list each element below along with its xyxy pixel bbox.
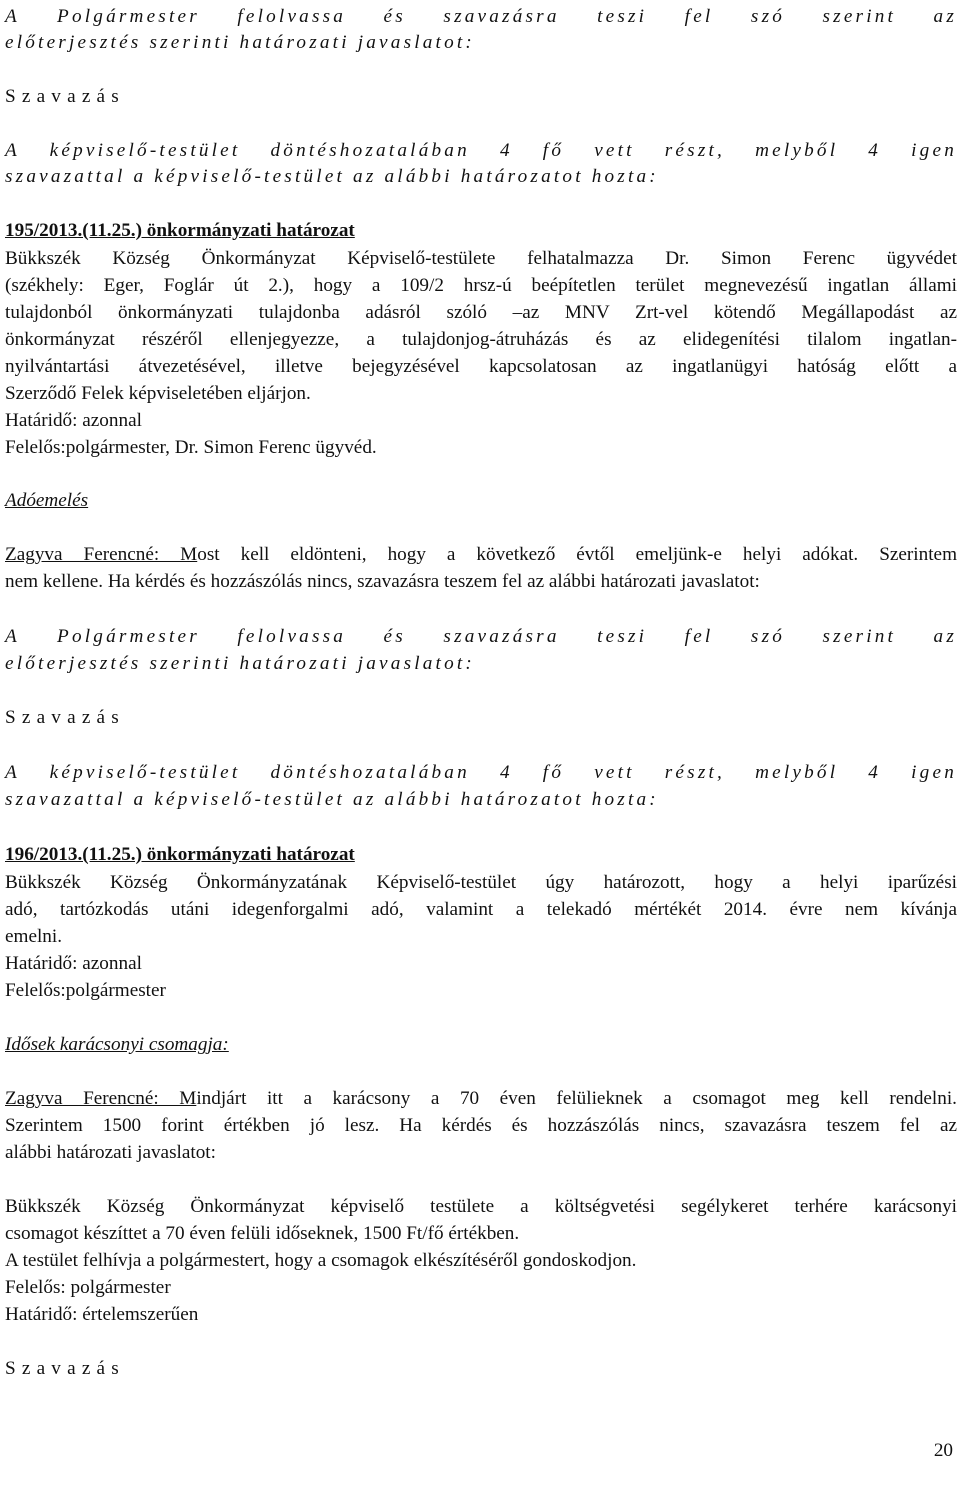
text-line: önkormányzat részéről ellenjegyezze, a tulajdonjog-átruházás és az elidegenítési tilalom ingatlan- (5, 329, 957, 350)
text-line: Bükkszék Község Önkormányzatának Képviselő-testület úgy határozott, hogy a helyi iparűzési (5, 872, 957, 893)
text-line: Felelős:polgármester (5, 980, 166, 1001)
text-line: szavazattal a képviselő-testület az alábbi határozatot hozta: (5, 789, 659, 810)
text-line: Idősek karácsonyi csomagja: (5, 1034, 229, 1055)
text-line: A képviselő-testület döntéshozatalában 4 fő vett részt, melyből 4 igen (5, 140, 957, 161)
speech-text: ost kell eldönteni, hogy a következő évtől emeljünk-e helyi adókat. Szerintem (197, 544, 958, 565)
text-line: csomagot készíttet a 70 éven felüli időseknek, 1500 Ft/fő értékben. (5, 1223, 520, 1244)
text-line: nem kellene. Ha kérdés és hozzászólás nincs, szavazásra teszem fel az alábbi határozati javaslatot: (5, 571, 760, 592)
text-line: 195/2013.(11.25.) önkormányzati határozat (5, 220, 355, 241)
text-line: adó, tartózkodás utáni idegenforgalmi adó, valamint a telekadó mértékét 2014. évre nem kívánja (5, 899, 957, 920)
speaker-name: Zagyva Ferencné: M (5, 1088, 197, 1109)
text-line: előterjesztés szerinti határozati javaslatot: (5, 653, 475, 674)
text-line: szavazattal a képviselő-testület az alábbi határozatot hozta: (5, 166, 659, 187)
text-line: emelni. (5, 926, 63, 947)
text-line: Felelős: polgármester (5, 1277, 171, 1298)
text-line: Határidő: azonnal (5, 410, 142, 431)
text-line (5, 542, 957, 569)
text-line: Bükkszék Község Önkormányzat Képviselő-testülete felhatalmazza Dr. Simon Ferenc ügyvédet (5, 248, 957, 269)
text-line: Felelős:polgármester, Dr. Simon Ferenc ügyvéd. (5, 437, 377, 458)
text-line: tulajdonból önkormányzati tulajdonba adásról szóló –az MNV Zrt-vel kötendő Megállapodást az (5, 302, 957, 323)
text-line: Szavazás (5, 86, 125, 107)
text-line: Szerintem 1500 forint értékben jó lesz. Ha kérdés és hozzászólás nincs, szavazásra teszem fel az (5, 1115, 957, 1136)
speaker-name: Zagyva Ferencné: M (5, 544, 198, 565)
text-line: Szavazás (5, 1358, 125, 1379)
text-line: A Polgármester felolvassa és szavazásra teszi fel szó szerint az (5, 6, 957, 27)
text-line: előterjesztés szerinti határozati javaslatot: (5, 32, 475, 53)
text-line (5, 1086, 957, 1113)
text-line: Határidő: értelemszerűen (5, 1304, 199, 1325)
text-line: 196/2013.(11.25.) önkormányzati határozat (5, 844, 355, 865)
text-line: A testület felhívja a polgármestert, hogy a csomagok elkészítéséről gondoskodjon. (5, 1250, 637, 1271)
text-line: Szerződő Felek képviseletében eljárjon. (5, 383, 311, 404)
text-line: (székhely: Eger, Foglár út 2.), hogy a 109/2 hrsz-ú beépítetlen terület megnevezésű ingatlan állami (5, 275, 957, 296)
text-line: nyilvántartási átvezetésével, illetve bejegyzésével kapcsolatosan az ingatlanügyi hatóság előtt a (5, 356, 957, 377)
page-number: 20 (933, 1440, 953, 1461)
speech-text: indjárt itt a karácsony a 70 éven felülieknek a csomagot meg kell rendelni. (196, 1088, 957, 1109)
text-line: Adóemelés (5, 490, 89, 511)
text-line: Határidő: azonnal (5, 953, 142, 974)
text-line: A Polgármester felolvassa és szavazásra teszi fel szó szerint az (5, 626, 957, 647)
text-line: A képviselő-testület döntéshozatalában 4 fő vett részt, melyből 4 igen (5, 762, 957, 783)
text-line: Bükkszék Község Önkormányzat képviselő testülete a költségvetési segélykeret terhére karácsonyi (5, 1196, 957, 1217)
text-line: alábbi határozati javaslatot: (5, 1142, 216, 1163)
text-line: Szavazás (5, 707, 125, 728)
